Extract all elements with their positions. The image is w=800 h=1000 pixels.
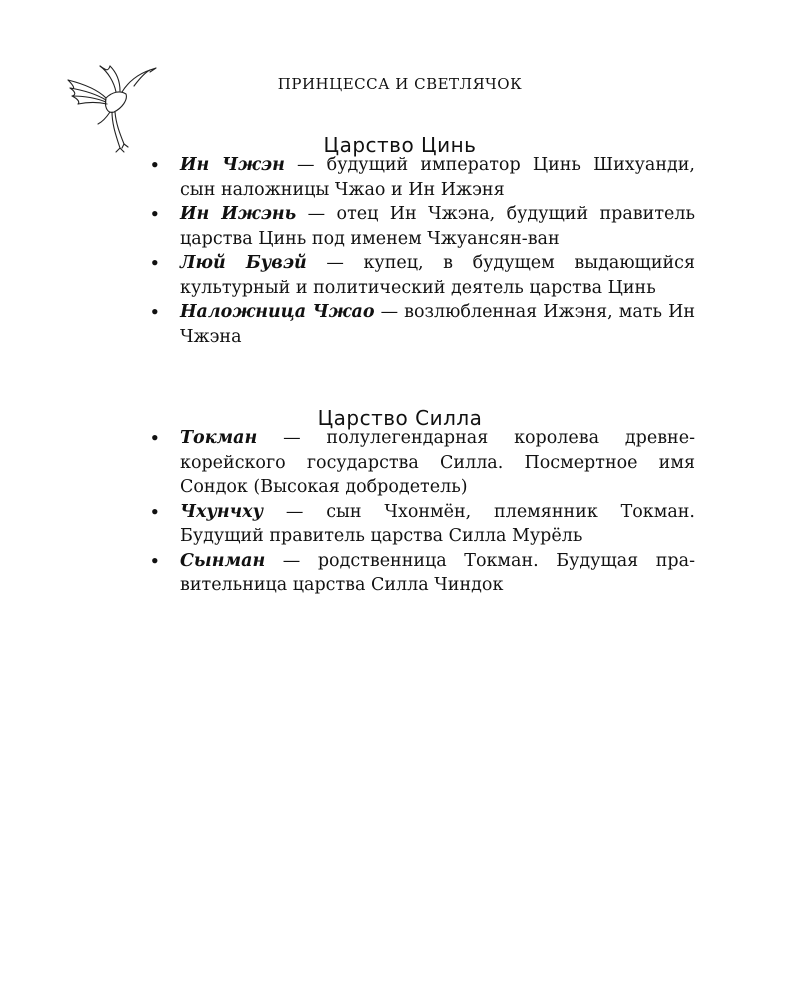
running-title: ПРИНЦЕССА И СВЕТЛЯЧОК — [277, 75, 523, 93]
bullet-icon: • — [150, 254, 160, 272]
character-description: — родственница Токман. Будущая правительница царства Силла Чиндок — [180, 550, 695, 595]
bullet-icon: • — [150, 551, 160, 570]
character-name: Чхунчху — [180, 501, 264, 522]
character-list-qin — [150, 153, 695, 349]
character-description: — возлюбленная Ижэня, мать Ин Чжэна — [180, 302, 695, 347]
character-name: Наложница Чжао — [180, 302, 375, 322]
character-description: — отец Ин Чжэна, будущий правитель царства Цинь под именем Чжуансян-ван — [180, 204, 696, 249]
bullet-icon: • — [150, 303, 160, 321]
character-description: — полулегендарная королева древнекорейского государства Силла. Посмертное имя Сондок (Высокая добродетель) — [180, 428, 695, 497]
character-name: Сынман — [180, 550, 266, 571]
character-name: Токман — [180, 428, 258, 448]
list-item — [150, 202, 695, 251]
character-list-silla — [150, 426, 695, 598]
character-description: — будущий император Цинь Шихуанди, сын наложницы Чжао и Ин Ижэня — [180, 155, 695, 200]
character-name: Ин Чжэн — [180, 155, 285, 175]
bullet-icon: • — [150, 156, 160, 174]
bullet-icon: • — [150, 205, 160, 223]
section-title-silla: Царство Силла — [317, 405, 483, 430]
character-description: — купец, в будущем выдающийся культурный и политический деятель царства Цинь — [180, 253, 695, 298]
list-item — [150, 549, 695, 598]
bullet-icon: • — [150, 429, 160, 447]
character-description: — сын Чхонмён, племянник Токман. Будущий правитель царства Силла Мурёль — [180, 501, 695, 546]
bullet-icon: • — [150, 502, 160, 521]
character-name: Ин Ижэнь — [180, 204, 297, 224]
list-item — [150, 500, 695, 549]
character-name: Люй Бувэй — [180, 253, 307, 273]
list-item — [150, 426, 695, 500]
list-item — [150, 251, 695, 300]
list-item — [150, 153, 695, 202]
section-title-qin: Царство Цинь — [323, 132, 477, 157]
list-item — [150, 300, 695, 349]
